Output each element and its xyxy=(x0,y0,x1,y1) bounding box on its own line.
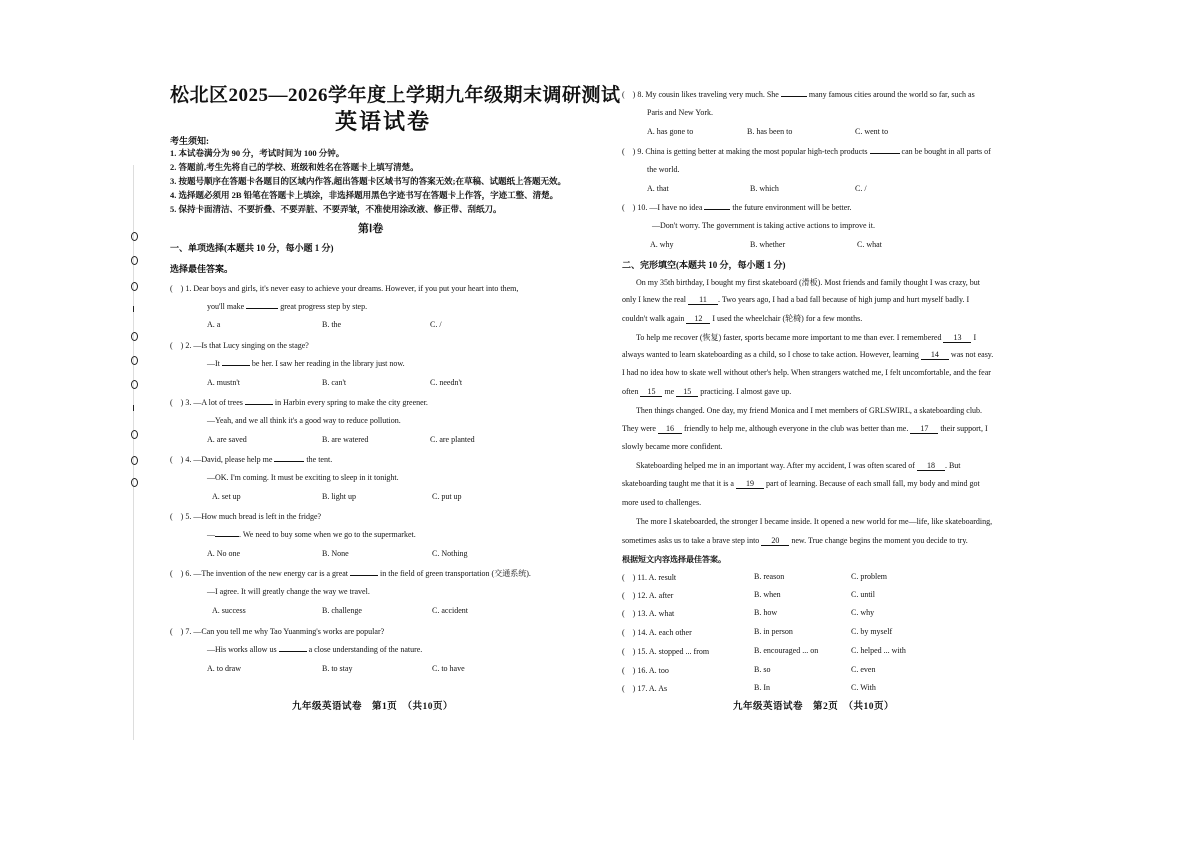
option-c: C. put up xyxy=(432,492,462,501)
question-5: ( ) 5. —How much bread is left in the fridge? xyxy=(170,512,322,521)
binding-circle-mark xyxy=(131,232,138,241)
answer-bracket[interactable]: ( ) xyxy=(170,512,184,521)
cloze-option-row: ( ) 12. A. after xyxy=(622,591,674,600)
question-4: ( ) 4. —David, please help me the tent. xyxy=(170,455,333,464)
answer-bracket[interactable]: ( ) xyxy=(622,609,636,618)
cloze-line: slowly became more confident. xyxy=(622,442,723,451)
cloze-option-row: ( ) 15. A. stopped ... from xyxy=(622,647,710,656)
option-b: B. which xyxy=(750,184,779,193)
option-b: B. challenge xyxy=(322,606,362,615)
cloze-line: I had no idea how to skate well without other's help. When strangers watched me, I felt uncomfortable, and the fear xyxy=(622,368,991,377)
cloze-blank-14: 14 xyxy=(921,351,949,360)
cloze-line: To help me recover (恢复) faster, sports became more important to me than ever. I remembered 13 I xyxy=(636,333,977,342)
question-8: ( ) 8. My cousin likes traveling very much. She many famous cities around the world so far, such as xyxy=(622,90,975,99)
option-a: A. that xyxy=(647,184,669,193)
option-a: A. No one xyxy=(207,549,241,558)
answer-bracket[interactable]: ( ) xyxy=(622,628,636,637)
answer-blank xyxy=(350,575,378,576)
question-line: —OK. I'm coming. It must be exciting to sleep in it tonight. xyxy=(207,473,399,482)
option-b: B. are watered xyxy=(322,435,369,444)
cloze-blank-13: 13 xyxy=(943,334,971,343)
binding-margin-line xyxy=(133,165,134,740)
answer-blank xyxy=(704,209,730,210)
option-b: B. to stay xyxy=(322,664,353,673)
answer-blank xyxy=(215,536,239,537)
answer-blank xyxy=(245,404,273,405)
answer-bracket[interactable]: ( ) xyxy=(622,647,636,656)
section1-instruction: 选择最佳答案。 xyxy=(170,264,234,274)
note-item: 4. 选择题必须用 2B 铅笔在答题卡上填涂，非选择题用黑色字迹书写在答题卡上作答，字迹工整、清楚。 xyxy=(170,190,559,200)
option-a: A. set up xyxy=(212,492,241,501)
option-c: C. by myself xyxy=(851,627,893,636)
answer-blank xyxy=(246,308,278,309)
cloze-option-row: ( ) 17. A. As xyxy=(622,684,668,693)
option-c: C. needn't xyxy=(430,378,463,387)
option-c: C. With xyxy=(851,683,876,692)
option-b: B. encouraged ... on xyxy=(754,646,819,655)
question-line: —His works allow us a close understanding of the nature. xyxy=(207,645,423,654)
cloze-line: skateboarding taught me that it is a 19 part of learning. Because of each small fall, my body and mind got xyxy=(622,479,980,488)
note-item: 5. 保持卡面清洁、不要折叠、不要弄脏、不要弄皱，不准使用涂改液、修正带、刮纸刀。 xyxy=(170,204,502,214)
binding-circle-mark xyxy=(131,356,138,365)
binding-circle-mark xyxy=(131,456,138,465)
option-c: C. until xyxy=(851,590,876,599)
cloze-option-row: ( ) 11. A. result xyxy=(622,573,677,582)
page-footer: 九年级英语试卷 第1页 （共10页） xyxy=(292,702,454,712)
question-3: ( ) 3. —A lot of trees in Harbin every spring to make the city greener. xyxy=(170,398,428,407)
option-b: B. reason xyxy=(754,572,785,581)
cloze-line: only I knew the real 11 . Two years ago, I had a bad fall because of high jump and hurt myself badly. I xyxy=(622,295,970,304)
option-b: B. has been to xyxy=(747,127,793,136)
answer-bracket[interactable]: ( ) xyxy=(622,684,636,693)
answer-bracket[interactable]: ( ) xyxy=(170,341,184,350)
note-item: 3. 按题号顺序在答题卡各题目的区域内作答,超出答题卡区域书写的答案无效;在草稿、试题纸上答题无效。 xyxy=(170,176,566,186)
cloze-line: Then things changed. One day, my friend Monica and I met members of GRLSWIRL, a skateboarding club. xyxy=(636,406,983,415)
right-page xyxy=(600,0,1200,849)
question-7: ( ) 7. —Can you tell me why Tao Yuanming's works are popular? xyxy=(170,627,385,636)
binding-tick-mark xyxy=(133,405,134,411)
option-a: A. has gone to xyxy=(647,127,694,136)
option-c: C. problem xyxy=(851,572,887,581)
cloze-line: They were 16 friendly to help me, although everyone in the club was better than me. 17 their support, I xyxy=(622,424,988,433)
option-a: A. mustn't xyxy=(207,378,240,387)
option-b: B. light up xyxy=(322,492,357,501)
question-10: ( ) 10. —I have no idea the future environment will be better. xyxy=(622,203,852,212)
section2-heading: 二、完形填空(本题共 10 分，每小题 1 分) xyxy=(622,260,786,270)
answer-blank xyxy=(222,365,250,366)
question-line: — . We need to buy some when we go to the supermarket. xyxy=(207,530,416,539)
question-line: —Yeah, and we all think it's a good way to reduce pollution. xyxy=(207,416,401,425)
cloze-option-row: ( ) 16. A. too xyxy=(622,666,669,675)
cloze-instruction: 根据短文内容选择最佳答案。 xyxy=(622,555,726,564)
notes-heading: 考生须知: xyxy=(170,136,209,146)
option-c: C. are planted xyxy=(430,435,475,444)
question-line: —I agree. It will greatly change the way we travel. xyxy=(207,587,370,596)
cloze-line: sometimes asks us to take a brave step into 20 new. True change begins the moment you decide to try. xyxy=(622,536,968,545)
answer-bracket[interactable]: ( ) xyxy=(622,573,636,582)
answer-bracket[interactable]: ( ) xyxy=(622,591,636,600)
option-b: B. In xyxy=(754,683,770,692)
option-b: B. how xyxy=(754,608,778,617)
cloze-line: On my 35th birthday, I bought my first skateboard (滑板). Most friends and family thought I was crazy, but xyxy=(636,278,981,287)
answer-bracket[interactable]: ( ) xyxy=(622,90,636,99)
question-line: —Don't worry. The government is taking active actions to improve it. xyxy=(652,221,875,230)
cloze-option-row: ( ) 14. A. each other xyxy=(622,628,692,637)
question-line: Paris and New York. xyxy=(647,108,713,117)
cloze-line: always wanted to learn skateboarding as a child, so I chose to take action. However, learning 14 was not easy. xyxy=(622,350,994,359)
binding-circle-mark xyxy=(131,478,138,487)
answer-bracket[interactable]: ( ) xyxy=(622,666,636,675)
answer-bracket[interactable]: ( ) xyxy=(622,147,636,156)
option-b: B. when xyxy=(754,590,781,599)
option-c: C. why xyxy=(851,608,875,617)
question-1: ( ) 1. Dear boys and girls, it's never easy to achieve your dreams. However, if you put your heart into them, xyxy=(170,284,519,293)
part1-title: 第Ⅰ卷 xyxy=(358,223,384,235)
cloze-line: The more I skateboarded, the stronger I became inside. It opened a new world for me—life, like skateboarding, xyxy=(636,517,993,526)
option-c: C. to have xyxy=(432,664,465,673)
cloze-blank-12: 12 xyxy=(686,315,710,324)
exam-subtitle: 英语试卷 xyxy=(335,109,432,134)
question-line: —It be her. I saw her reading in the library just now. xyxy=(207,359,405,368)
cloze-blank-19: 19 xyxy=(736,480,764,489)
option-a: A. why xyxy=(650,240,674,249)
binding-tick-mark xyxy=(133,306,134,312)
option-b: B. None xyxy=(322,549,349,558)
option-b: B. whether xyxy=(750,240,786,249)
answer-bracket[interactable]: ( ) xyxy=(622,203,636,212)
option-c: C. / xyxy=(855,184,867,193)
cloze-blank-18: 18 xyxy=(917,462,945,471)
option-a: A. are saved xyxy=(207,435,247,444)
answer-bracket[interactable]: ( ) xyxy=(170,455,184,464)
page-footer: 九年级英语试卷 第2页 （共10页） xyxy=(733,702,895,712)
answer-bracket[interactable]: ( ) xyxy=(170,284,184,293)
option-c: C. / xyxy=(430,320,442,329)
option-c: C. accident xyxy=(432,606,468,615)
option-c: C. what xyxy=(857,240,882,249)
answer-blank xyxy=(870,153,900,154)
option-c: C. helped ... with xyxy=(851,646,906,655)
cloze-blank-16: 16 xyxy=(658,425,682,434)
cloze-blank-15: 15 xyxy=(640,388,662,397)
answer-bracket[interactable]: ( ) xyxy=(170,569,184,578)
cloze-blank-20: 20 xyxy=(761,537,789,546)
cloze-line: Skateboarding helped me in an important way. After my accident, I was often scared of 18 . But xyxy=(636,461,961,470)
option-c: C. Nothing xyxy=(432,549,468,558)
question-line: the world. xyxy=(647,165,680,174)
binding-circle-mark xyxy=(131,332,138,341)
question-6: ( ) 6. —The invention of the new energy car is a great in the field of green transportation (交通系统). xyxy=(170,569,531,578)
cloze-option-row: ( ) 13. A. what xyxy=(622,609,675,618)
cloze-line: more used to challenges. xyxy=(622,498,702,507)
cloze-blank-17: 17 xyxy=(910,425,938,434)
section1-heading: 一、单项选择(本题共 10 分，每小题 1 分) xyxy=(170,243,334,253)
note-item: 1. 本试卷满分为 90 分，考试时间为 100 分钟。 xyxy=(170,148,345,158)
note-item: 2. 答题前,考生先将自己的学校、班级和姓名在答题卡上填写清楚。 xyxy=(170,162,419,172)
exam-title: 松北区2025—2026学年度上学期九年级期末调研测试 xyxy=(170,85,621,106)
option-b: B. in person xyxy=(754,627,793,636)
answer-blank xyxy=(279,651,307,652)
option-b: B. can't xyxy=(322,378,347,387)
option-a: A. success xyxy=(212,606,246,615)
option-b: B. the xyxy=(322,320,342,329)
binding-circle-mark xyxy=(131,282,138,291)
cloze-line: often 15 me 15 practicing. I almost gave up. xyxy=(622,387,792,396)
binding-circle-mark xyxy=(131,256,138,265)
option-c: C. even xyxy=(851,665,876,674)
option-a: A. to draw xyxy=(207,664,241,673)
answer-bracket[interactable]: ( ) xyxy=(170,627,184,636)
cloze-line: couldn't walk again 12 I used the wheelchair (轮椅) for a few months. xyxy=(622,314,863,323)
option-a: A. a xyxy=(207,320,221,329)
answer-blank xyxy=(781,96,807,97)
option-b: B. so xyxy=(754,665,771,674)
cloze-blank-15: 15 xyxy=(676,388,698,397)
binding-circle-mark xyxy=(131,380,138,389)
answer-blank xyxy=(274,461,304,462)
question-2: ( ) 2. —Is that Lucy singing on the stage? xyxy=(170,341,309,350)
binding-circle-mark xyxy=(131,430,138,439)
cloze-blank-11: 11 xyxy=(688,296,718,305)
question-line: you'll make great progress step by step. xyxy=(207,302,368,311)
answer-bracket[interactable]: ( ) xyxy=(170,398,184,407)
question-9: ( ) 9. China is getting better at making the most popular high-tech products can be bought in all parts of xyxy=(622,147,991,156)
option-c: C. went to xyxy=(855,127,889,136)
